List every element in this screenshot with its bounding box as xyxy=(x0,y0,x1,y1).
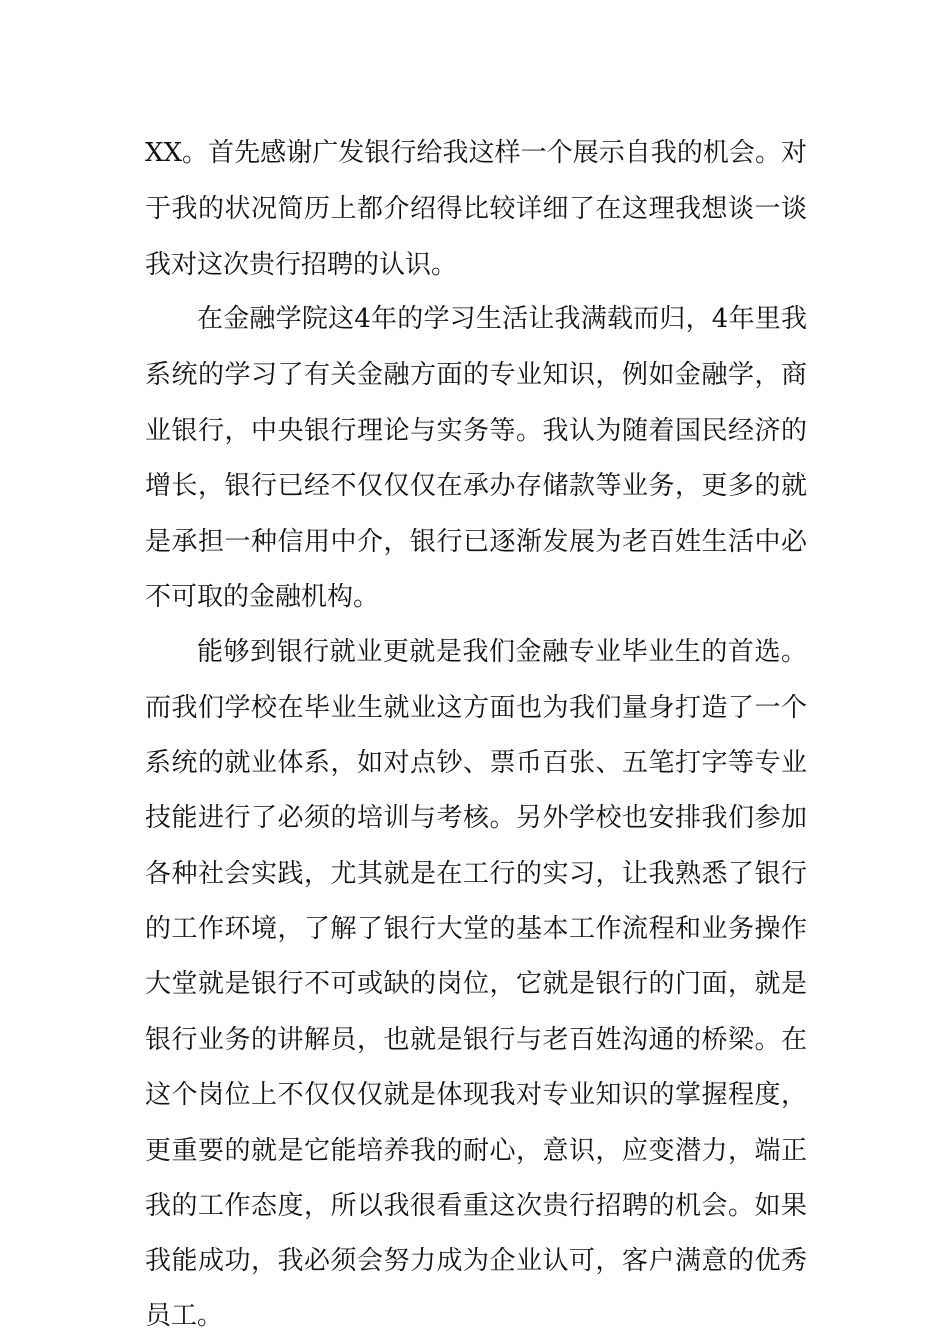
text-line: 我能成功，我必须会努力成为企业认可，客户满意的优秀 xyxy=(145,1246,807,1276)
text-line: 不可取的金融机构。 xyxy=(145,582,380,612)
text-line: 能够到银行就业更就是我们金融专业毕业生的首选。 xyxy=(197,637,807,667)
text-line: 更重要的就是它能培养我的耐心，意识，应变潜力，端正 xyxy=(145,1136,807,1166)
text-line: 是承担一种信用中介，银行已逐渐发展为老百姓生活中必 xyxy=(145,527,807,557)
text-line: 增长，银行已经不仅仅仅在承办存储款等业务，更多的就 xyxy=(145,471,807,501)
text-line: 于我的状况简历上都介绍得比较详细了在这理我想谈一谈 xyxy=(145,194,807,224)
text-line: 系统的就业体系，如对点钞、票币百张、五笔打字等专业 xyxy=(145,748,807,778)
text-line: 这个岗位上不仅仅仅就是体现我对专业知识的掌握程度， xyxy=(145,1080,807,1110)
text-line: 我对这次贵行招聘的认识。 xyxy=(145,250,458,280)
text-line: 业银行，中央银行理论与实务等。我认为随着国民经济的 xyxy=(145,416,807,446)
text-line: 各种社会实践，尤其就是在工行的实习，让我熟悉了银行 xyxy=(145,859,807,889)
text-line: 的工作环境，了解了银行大堂的基本工作流程和业务操作 xyxy=(145,914,807,944)
text-line: 大堂就是银行不可或缺的岗位，它就是银行的门面，就是 xyxy=(145,969,807,999)
text-line: 在金融学院这4年的学习生活让我满载而归，4年里我 xyxy=(197,304,807,334)
text-line: 员工。 xyxy=(145,1301,224,1331)
text-line: 银行业务的讲解员，也就是银行与老百姓沟通的桥梁。在 xyxy=(145,1025,807,1055)
text-line: XX。首先感谢广发银行给我这样一个展示自我的机会。对 xyxy=(145,138,807,168)
text-line: 我的工作态度，所以我很看重这次贵行招聘的机会。如果 xyxy=(145,1191,807,1221)
text-line: 而我们学校在毕业生就业这方面也为我们量身打造了一个 xyxy=(145,693,807,723)
text-line: 系统的学习了有关金融方面的专业知识，例如金融学，商 xyxy=(145,360,807,390)
text-line: 技能进行了必须的培训与考核。另外学校也安排我们参加 xyxy=(145,803,807,833)
